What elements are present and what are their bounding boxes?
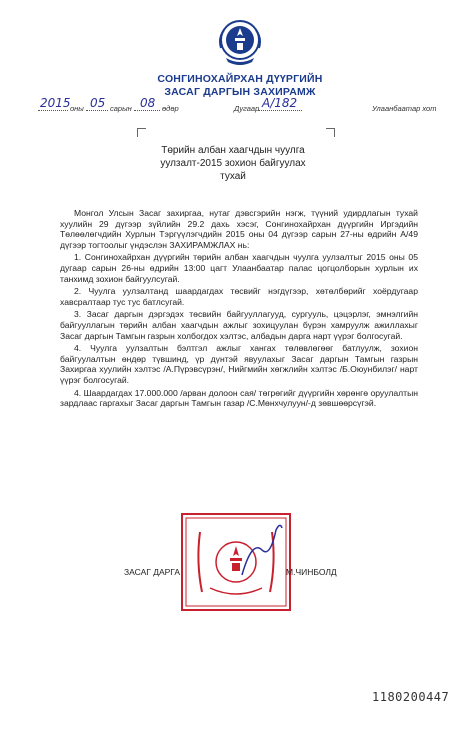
document-body — [60, 208, 418, 411]
date-year-label: оны — [70, 104, 84, 113]
mongolia-state-emblem-icon — [218, 18, 262, 66]
document-code: 1180200447 — [372, 690, 450, 704]
clause-2: 2. Чуулга уулзалтанд шаардагдах төсвийг нэгдүгээр, хөтөлбөрийг хоёрдугаар хавсралтаар тус тус батлсугай. — [60, 286, 418, 307]
clause-5: 4. Шаардагдах 17.000.000 /арван долоон сая/ төгрөгийг дүүргийн хөрөнгө оруулалтын зардлаас гаргахыг Засаг даргын Тамгын газар /С.Мөнхчулуун/-д зөвшөөрсүгэй. — [60, 387, 418, 409]
number-label: Дугаар — [234, 104, 260, 113]
document-title-line-2: уулзалт-2015 зохион байгуулах — [160, 158, 306, 169]
clause-4: 4. Чуулга уулзалтын бэлтгэл ажлыг хангах төлөвлөгөөг батлуулж, зохион байгуулалтын өндөр түвшинд, үр дүнтэй явуулахыг Засаг даргын Тамгын газрын Захиргаа хуулийн хэлтэс /А.Пүрэвсүрэн/, Нийгмийн хөгжлийн хэлтэс /Б.Оюунбилэг/ нарт үүрэг болгосугай. — [60, 343, 418, 385]
date-year: 2015 — [40, 96, 71, 110]
organization-name: СОНГИНОХАЙРХАН ДҮҮРГИЙН — [157, 73, 323, 85]
handwritten-signature — [232, 520, 292, 580]
document-title-line-1: Төрийн албан хаагчдын чуулга — [161, 145, 305, 156]
title-corner-left — [137, 128, 146, 137]
date-day-label: өдөр — [162, 104, 179, 113]
signatory-name: М.ЧИНБОЛД — [286, 567, 337, 577]
city-label: Улаанбаатар хот — [372, 104, 437, 113]
document-type: ЗАСАГ ДАРГЫН ЗАХИРАМЖ — [164, 86, 316, 98]
clause-1: 1. Сонгинохайрхан дүүргийн төрийн албан хаагчдын чуулга уулзалтыг 2015 оны 05 дугаар сарын 26-ны өдрийн 13:00 цагт Улаанбаатар палас цогцолборын хурлын их танхимд зохион байгуулсугай. — [60, 252, 418, 284]
clause-3: 3. Засаг даргын дэргэдэх төсвийн байгууллагууд, сургууль, цэцэрлэг, эмнэлгийн байгууллагын төрийн албан хаагчдын ажлыг зохицуулан бүрэн хамруулж ажиллахыг Засаг даргын Тамгын газрын холбогдох хэлтэс, албадын дарга нарт үүрэг болгосугай. — [60, 309, 418, 341]
signatory-position: ЗАСАГ ДАРГА — [124, 567, 181, 577]
title-corner-right — [326, 128, 335, 137]
date-day: 08 — [140, 96, 156, 110]
document-number: А/182 — [262, 96, 298, 110]
document-title-line-3: тухай — [220, 171, 246, 182]
date-month-label: сарын — [110, 104, 132, 113]
preamble-paragraph: Монгол Улсын Засаг захиргаа, нутаг дэвсгэрийн нэгж, түүний удирдлагын тухай хуулийн 29 дүгээр зүйлийн 29.2 дахь хэсэг, Сонгинохайрхан дүүргийн Иргэдийн Төлөөлөгчдийн Хурлын Тэргүүлэгчдийн 2015 оны 04 дүгээр сарын 27-ны өдрийн А/49 дүгээр тогтоолыг үндэслэн ЗАХИРАМЖЛАХ нь: — [60, 208, 418, 250]
date-month: 05 — [90, 96, 106, 110]
